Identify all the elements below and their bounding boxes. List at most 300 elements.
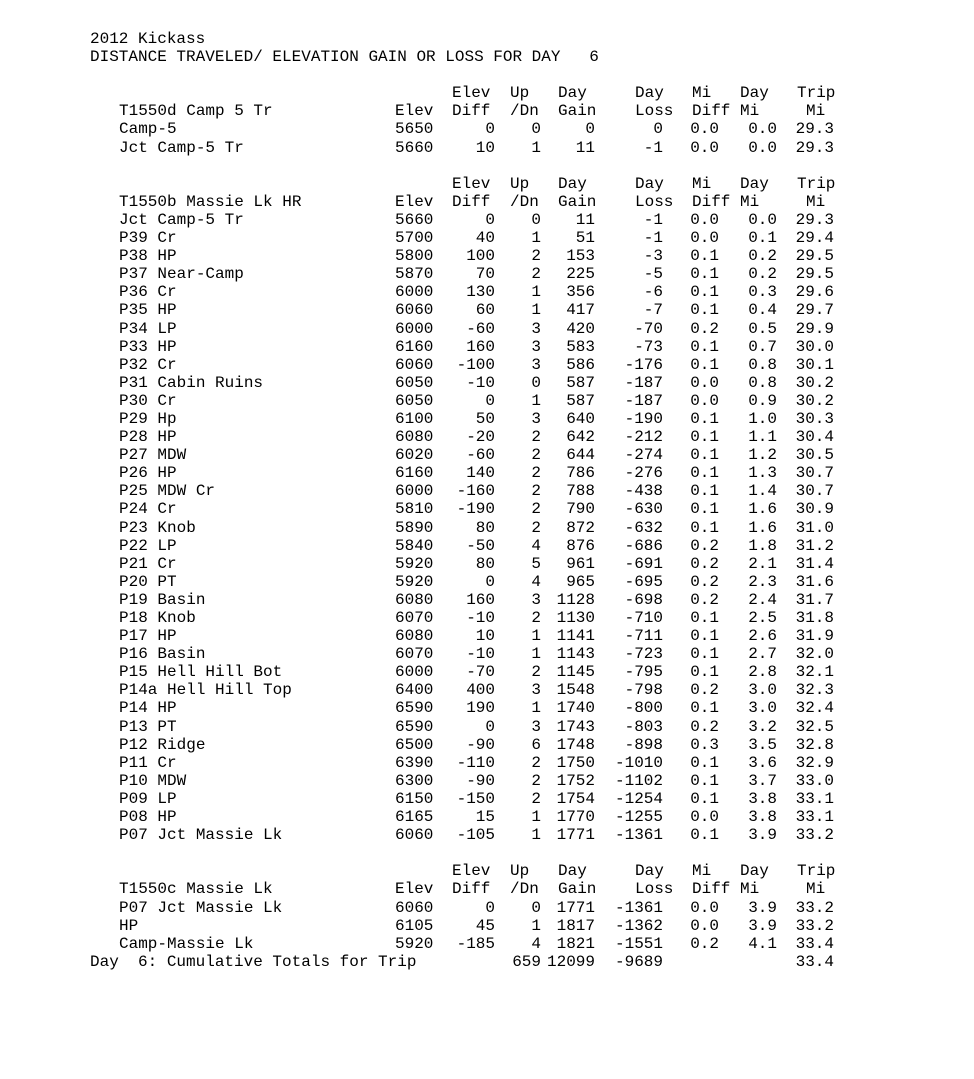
cell-name: P29 Hp xyxy=(119,409,177,428)
table-row xyxy=(90,410,950,428)
cell-trip-mi: 29.3 xyxy=(795,138,834,157)
cell-mi-diff: 0.1 xyxy=(690,409,719,428)
table-row xyxy=(90,301,950,319)
cell-day-gain: 644 xyxy=(566,446,595,465)
cell-day-mi: 0.7 xyxy=(748,337,777,356)
header-bottom-day-loss: Loss xyxy=(635,102,674,121)
cell-elev: 5810 xyxy=(395,500,434,519)
cell-mi-diff: 0.1 xyxy=(690,826,719,845)
totals-trip-mi: 33.4 xyxy=(795,952,834,971)
table-row xyxy=(90,699,950,717)
cell-day-gain: 1750 xyxy=(556,753,595,772)
cell-elev-diff: 0 xyxy=(485,210,495,229)
cell-up-dn: 1 xyxy=(531,301,541,320)
cell-day-gain: 1771 xyxy=(556,898,595,917)
cell-name: P31 Cabin Ruins xyxy=(119,373,264,392)
cell-up-dn: 0 xyxy=(531,210,541,229)
cell-name: P25 MDW Cr xyxy=(119,482,216,501)
cell-name: P28 HP xyxy=(119,428,177,447)
header-top-trip-mi: Trip xyxy=(797,174,836,193)
cell-mi-diff: 0.2 xyxy=(690,572,719,591)
table-row xyxy=(90,591,950,609)
cell-trip-mi: 31.2 xyxy=(795,536,834,555)
cell-day-loss: 0 xyxy=(653,120,663,139)
cell-mi-diff: 0.0 xyxy=(690,916,719,935)
table-row xyxy=(90,736,950,754)
cell-mi-diff: 0.1 xyxy=(690,663,719,682)
cell-day-gain: 876 xyxy=(566,536,595,555)
cell-elev: 5920 xyxy=(395,554,434,573)
cell-up-dn: 1 xyxy=(531,391,541,410)
cell-day-loss: -803 xyxy=(624,717,663,736)
cell-elev-diff: 160 xyxy=(466,590,495,609)
cell-mi-diff: 0.1 xyxy=(690,355,719,374)
cell-trip-mi: 32.0 xyxy=(795,645,834,664)
cell-elev-diff: 10 xyxy=(475,627,495,646)
cell-elev-diff: 0 xyxy=(485,391,495,410)
cell-day-gain: 786 xyxy=(566,464,595,483)
cell-day-mi: 4.1 xyxy=(748,934,777,953)
cell-day-mi: 0.0 xyxy=(748,210,777,229)
cell-day-mi: 1.8 xyxy=(748,536,777,555)
cell-day-gain: 1740 xyxy=(556,699,595,718)
cell-mi-diff: 0.1 xyxy=(690,699,719,718)
cell-elev: 6150 xyxy=(395,789,434,808)
cell-trip-mi: 31.0 xyxy=(795,518,834,537)
cell-day-gain: 417 xyxy=(566,301,595,320)
table-row xyxy=(90,320,950,338)
cell-elev: 6020 xyxy=(395,446,434,465)
cell-day-loss: -176 xyxy=(624,355,663,374)
cell-up-dn: 2 xyxy=(531,663,541,682)
cell-name: P07 Jct Massie Lk xyxy=(119,898,283,917)
cell-elev: 5650 xyxy=(395,120,434,139)
cell-day-gain: 1770 xyxy=(556,808,595,827)
header-bottom-mi-diff: Diff xyxy=(692,880,731,899)
cell-name: P37 Near-Camp xyxy=(119,265,244,284)
cell-trip-mi: 29.5 xyxy=(795,265,834,284)
cell-elev: 5700 xyxy=(395,229,434,248)
cell-day-loss: -686 xyxy=(624,536,663,555)
cell-up-dn: 4 xyxy=(531,536,541,555)
cell-elev-diff: -110 xyxy=(456,753,495,772)
header-top-elev: Elev xyxy=(452,862,491,881)
cell-day-gain: 1754 xyxy=(556,789,595,808)
cell-elev: 6060 xyxy=(395,826,434,845)
cell-elev-diff: -10 xyxy=(466,373,495,392)
cell-mi-diff: 0.1 xyxy=(690,500,719,519)
cell-day-mi: 1.6 xyxy=(748,500,777,519)
cell-up-dn: 1 xyxy=(531,826,541,845)
cell-up-dn: 6 xyxy=(531,735,541,754)
cell-elev: 5660 xyxy=(395,210,434,229)
cell-trip-mi: 33.2 xyxy=(795,916,834,935)
cell-elev: 6500 xyxy=(395,735,434,754)
cell-elev: 6060 xyxy=(395,301,434,320)
cell-day-loss: -438 xyxy=(624,482,663,501)
header-bottom-elev: Diff xyxy=(452,880,491,899)
cell-name: P30 Cr xyxy=(119,391,177,410)
table-row xyxy=(90,663,950,681)
table-row xyxy=(90,826,950,844)
cell-day-gain: 586 xyxy=(566,355,595,374)
cell-day-loss: -1361 xyxy=(614,826,663,845)
cell-mi-diff: 0.1 xyxy=(690,645,719,664)
cell-trip-mi: 33.1 xyxy=(795,808,834,827)
cell-up-dn: 3 xyxy=(531,355,541,374)
cell-day-loss: -795 xyxy=(624,663,663,682)
cell-up-dn: 1 xyxy=(531,229,541,248)
cell-day-mi: 2.4 xyxy=(748,590,777,609)
cell-day-mi: 0.1 xyxy=(748,229,777,248)
cell-mi-diff: 0.1 xyxy=(690,247,719,266)
cell-elev-diff: -60 xyxy=(466,446,495,465)
cell-day-mi: 3.9 xyxy=(748,898,777,917)
cell-day-mi: 3.6 xyxy=(748,753,777,772)
cell-up-dn: 2 xyxy=(531,518,541,537)
cell-day-mi: 3.9 xyxy=(748,916,777,935)
cell-elev-diff: -50 xyxy=(466,536,495,555)
cell-up-dn: 1 xyxy=(531,645,541,664)
table-row xyxy=(90,555,950,573)
cell-trip-mi: 31.9 xyxy=(795,627,834,646)
header-top-trip-mi: Trip xyxy=(797,84,836,103)
cell-up-dn: 3 xyxy=(531,590,541,609)
table-row xyxy=(90,772,950,790)
header-bottom-updn: /Dn xyxy=(510,880,539,899)
cell-up-dn: 2 xyxy=(531,500,541,519)
cell-mi-diff: 0.1 xyxy=(690,337,719,356)
cell-elev: 6050 xyxy=(395,391,434,410)
table-row xyxy=(90,645,950,663)
cell-trip-mi: 32.5 xyxy=(795,717,834,736)
section-header-row-1 xyxy=(90,84,950,102)
header-top-mi-diff: Mi xyxy=(692,84,712,103)
cell-elev-diff: 80 xyxy=(475,554,495,573)
cell-trip-mi: 29.3 xyxy=(795,120,834,139)
cell-day-mi: 0.0 xyxy=(748,138,777,157)
header-bottom-mi-diff: Diff xyxy=(692,102,731,121)
cell-elev: 6000 xyxy=(395,283,434,302)
cell-mi-diff: 0.0 xyxy=(690,210,719,229)
cell-trip-mi: 33.4 xyxy=(795,934,834,953)
header-top-day-loss: Day xyxy=(635,84,664,103)
cell-day-mi: 3.9 xyxy=(748,826,777,845)
cell-mi-diff: 0.0 xyxy=(690,373,719,392)
cell-day-loss: -1 xyxy=(643,229,663,248)
cell-up-dn: 1 xyxy=(531,138,541,157)
cell-up-dn: 2 xyxy=(531,753,541,772)
header-elev: Elev xyxy=(395,192,434,211)
header-top-trip-mi: Trip xyxy=(797,862,836,881)
cell-trip-mi: 29.7 xyxy=(795,301,834,320)
cell-mi-diff: 0.0 xyxy=(690,229,719,248)
cell-elev-diff: 400 xyxy=(466,681,495,700)
cell-day-loss: -7 xyxy=(643,301,663,320)
header-bottom-day-loss: Loss xyxy=(635,880,674,899)
cell-trip-mi: 31.6 xyxy=(795,572,834,591)
cell-day-mi: 3.5 xyxy=(748,735,777,754)
cell-elev: 6160 xyxy=(395,464,434,483)
header-top-day-mi: Day xyxy=(740,84,769,103)
table-row xyxy=(90,120,950,138)
cell-up-dn: 0 xyxy=(531,120,541,139)
header-top-day-mi: Day xyxy=(740,862,769,881)
cell-day-gain: 356 xyxy=(566,283,595,302)
cell-elev: 6590 xyxy=(395,717,434,736)
table-row xyxy=(90,482,950,500)
cell-elev-diff: 50 xyxy=(475,409,495,428)
cell-up-dn: 0 xyxy=(531,373,541,392)
cell-day-gain: 420 xyxy=(566,319,595,338)
cell-day-loss: -1362 xyxy=(614,916,663,935)
cell-day-mi: 2.7 xyxy=(748,645,777,664)
cell-up-dn: 4 xyxy=(531,572,541,591)
cell-trip-mi: 33.0 xyxy=(795,771,834,790)
cell-trip-mi: 30.5 xyxy=(795,446,834,465)
cell-day-mi: 1.6 xyxy=(748,518,777,537)
cell-trip-mi: 32.1 xyxy=(795,663,834,682)
header-top-elev: Elev xyxy=(452,174,491,193)
cell-day-mi: 1.3 xyxy=(748,464,777,483)
cell-elev-diff: 160 xyxy=(466,337,495,356)
report-subtitle: DISTANCE TRAVELED/ ELEVATION GAIN OR LOSS FOR DAY 6 xyxy=(90,48,599,67)
cell-day-gain: 587 xyxy=(566,391,595,410)
cell-name: Jct Camp-5 Tr xyxy=(119,138,244,157)
table-row xyxy=(90,537,950,555)
cell-day-loss: -1102 xyxy=(614,771,663,790)
table-row xyxy=(90,211,950,229)
header-top-mi-diff: Mi xyxy=(692,862,712,881)
cell-day-loss: -274 xyxy=(624,446,663,465)
cell-mi-diff: 0.0 xyxy=(690,808,719,827)
cell-mi-diff: 0.1 xyxy=(690,464,719,483)
cell-elev-diff: 10 xyxy=(475,138,495,157)
table-row xyxy=(90,392,950,410)
table-row xyxy=(90,229,950,247)
cell-name: P07 Jct Massie Lk xyxy=(119,826,283,845)
cell-day-mi: 2.5 xyxy=(748,609,777,627)
cell-day-mi: 2.3 xyxy=(748,572,777,591)
cell-elev: 6060 xyxy=(395,898,434,917)
cell-name: Jct Camp-5 Tr xyxy=(119,210,244,229)
header-elev: Elev xyxy=(395,880,434,899)
cell-up-dn: 3 xyxy=(531,717,541,736)
cell-day-loss: -276 xyxy=(624,464,663,483)
cell-day-loss: -695 xyxy=(624,572,663,591)
cell-trip-mi: 30.9 xyxy=(795,500,834,519)
cell-trip-mi: 31.8 xyxy=(795,609,834,627)
section-name: T1550b Massie Lk HR xyxy=(119,192,302,211)
cell-mi-diff: 0.2 xyxy=(690,319,719,338)
header-top-updn: Up xyxy=(510,174,530,193)
cell-day-gain: 961 xyxy=(566,554,595,573)
cell-day-mi: 0.8 xyxy=(748,355,777,374)
cell-day-gain: 11 xyxy=(575,138,595,157)
cell-up-dn: 1 xyxy=(531,808,541,827)
cell-day-loss: -898 xyxy=(624,735,663,754)
cell-elev: 5870 xyxy=(395,265,434,284)
cell-elev: 6000 xyxy=(395,663,434,682)
cell-up-dn: 1 xyxy=(531,699,541,718)
cell-trip-mi: 31.4 xyxy=(795,554,834,573)
totals-updn: 659 xyxy=(512,952,541,971)
cell-day-gain: 1141 xyxy=(556,627,595,646)
cell-mi-diff: 0.0 xyxy=(690,391,719,410)
header-bottom-day-mi: Mi xyxy=(740,880,760,899)
cell-name: P16 Basin xyxy=(119,645,206,664)
cell-trip-mi: 32.4 xyxy=(795,699,834,718)
cell-name: P17 HP xyxy=(119,627,177,646)
cell-up-dn: 0 xyxy=(531,898,541,917)
cell-day-mi: 3.0 xyxy=(748,681,777,700)
cell-day-gain: 11 xyxy=(575,210,595,229)
cell-mi-diff: 0.0 xyxy=(690,138,719,157)
report-title: 2012 Kickass xyxy=(90,30,206,48)
cell-elev: 6050 xyxy=(395,373,434,392)
cell-trip-mi: 32.9 xyxy=(795,753,834,772)
cell-elev-diff: 140 xyxy=(466,464,495,483)
cell-up-dn: 2 xyxy=(531,247,541,266)
cell-day-mi: 0.4 xyxy=(748,301,777,320)
cell-trip-mi: 32.3 xyxy=(795,681,834,700)
cell-trip-mi: 30.3 xyxy=(795,409,834,428)
cell-day-gain: 1130 xyxy=(556,609,595,627)
cell-elev-diff: -100 xyxy=(456,355,495,374)
cell-name: P23 Knob xyxy=(119,518,196,537)
cell-day-gain: 51 xyxy=(575,229,595,248)
table-row xyxy=(90,718,950,736)
cell-mi-diff: 0.1 xyxy=(690,789,719,808)
cell-elev: 5800 xyxy=(395,247,434,266)
cell-day-gain: 640 xyxy=(566,409,595,428)
cell-name: P10 MDW xyxy=(119,771,187,790)
section-header-row-2 xyxy=(90,880,950,898)
cell-trip-mi: 33.1 xyxy=(795,789,834,808)
header-bottom-day-gain: Gain xyxy=(558,880,597,899)
cell-mi-diff: 0.1 xyxy=(690,627,719,646)
cell-mi-diff: 0.2 xyxy=(690,934,719,953)
cell-name: P13 PT xyxy=(119,717,177,736)
cell-name: P21 Cr xyxy=(119,554,177,573)
cell-name: Camp-5 xyxy=(119,120,177,139)
cell-day-loss: -1255 xyxy=(614,808,663,827)
cell-day-loss: -187 xyxy=(624,391,663,410)
cell-day-gain: 583 xyxy=(566,337,595,356)
cell-mi-diff: 0.1 xyxy=(690,609,719,627)
cell-day-gain: 1143 xyxy=(556,645,595,664)
table-row xyxy=(90,519,950,537)
cell-day-mi: 1.0 xyxy=(748,409,777,428)
cell-elev: 6590 xyxy=(395,699,434,718)
cell-trip-mi: 33.2 xyxy=(795,826,834,845)
cell-day-mi: 0.2 xyxy=(748,247,777,266)
cell-elev: 6100 xyxy=(395,409,434,428)
cell-day-loss: -3 xyxy=(643,247,663,266)
cell-mi-diff: 0.3 xyxy=(690,735,719,754)
cell-name: P38 HP xyxy=(119,247,177,266)
cell-day-mi: 3.8 xyxy=(748,789,777,808)
cell-day-loss: -691 xyxy=(624,554,663,573)
cell-day-mi: 0.0 xyxy=(748,120,777,139)
cell-mi-diff: 0.1 xyxy=(690,771,719,790)
cell-mi-diff: 0.1 xyxy=(690,283,719,302)
totals-label: Day 6: Cumulative Totals for Trip xyxy=(90,952,417,971)
cell-elev-diff: -10 xyxy=(466,645,495,664)
cell-day-loss: -190 xyxy=(624,409,663,428)
cell-mi-diff: 0.0 xyxy=(690,898,719,917)
totals-gain: 12099 xyxy=(546,952,595,971)
cell-trip-mi: 31.7 xyxy=(795,590,834,609)
cell-day-loss: -6 xyxy=(643,283,663,302)
section-header-row-1 xyxy=(90,862,950,880)
cell-elev-diff: 0 xyxy=(485,898,495,917)
table-row xyxy=(90,899,950,917)
cell-up-dn: 5 xyxy=(531,554,541,573)
cell-day-gain: 1821 xyxy=(556,934,595,953)
cell-elev: 6060 xyxy=(395,355,434,374)
cell-elev-diff: -20 xyxy=(466,428,495,447)
cell-name: P14a Hell Hill Top xyxy=(119,681,292,700)
cell-up-dn: 1 xyxy=(531,627,541,646)
table-row xyxy=(90,917,950,935)
cell-day-gain: 1748 xyxy=(556,735,595,754)
header-top-day-gain: Day xyxy=(558,84,587,103)
cell-up-dn: 2 xyxy=(531,482,541,501)
cell-name: P14 HP xyxy=(119,699,177,718)
header-bottom-trip-mi: Mi xyxy=(806,880,826,899)
cell-name: P33 HP xyxy=(119,337,177,356)
cell-elev: 6390 xyxy=(395,753,434,772)
cell-day-mi: 3.7 xyxy=(748,771,777,790)
cell-name: P27 MDW xyxy=(119,446,187,465)
section-name: T1550c Massie Lk xyxy=(119,880,273,899)
header-bottom-mi-diff: Diff xyxy=(692,192,731,211)
cell-elev: 6080 xyxy=(395,627,434,646)
cell-elev-diff: -70 xyxy=(466,663,495,682)
header-top-elev: Elev xyxy=(452,84,491,103)
cell-elev-diff: -150 xyxy=(456,789,495,808)
cell-name: P26 HP xyxy=(119,464,177,483)
cell-name: P36 Cr xyxy=(119,283,177,302)
cell-day-loss: -1361 xyxy=(614,898,663,917)
header-top-updn: Up xyxy=(510,84,530,103)
header-bottom-day-loss: Loss xyxy=(635,192,674,211)
cell-mi-diff: 0.2 xyxy=(690,554,719,573)
cell-mi-diff: 0.1 xyxy=(690,518,719,537)
header-top-day-mi: Day xyxy=(740,174,769,193)
cell-day-gain: 1128 xyxy=(556,590,595,609)
cell-elev-diff: -160 xyxy=(456,482,495,501)
cell-day-loss: -1551 xyxy=(614,934,663,953)
table-row xyxy=(90,790,950,808)
cell-day-mi: 2.1 xyxy=(748,554,777,573)
cell-trip-mi: 30.2 xyxy=(795,391,834,410)
cell-name: P18 Knob xyxy=(119,609,196,627)
cell-mi-diff: 0.1 xyxy=(690,753,719,772)
cell-day-mi: 3.8 xyxy=(748,808,777,827)
cell-trip-mi: 30.4 xyxy=(795,428,834,447)
cell-day-gain: 790 xyxy=(566,500,595,519)
cell-day-mi: 2.6 xyxy=(748,627,777,646)
header-bottom-elev: Diff xyxy=(452,102,491,121)
cell-elev: 5920 xyxy=(395,572,434,591)
cell-day-mi: 0.9 xyxy=(748,391,777,410)
cell-mi-diff: 0.1 xyxy=(690,482,719,501)
cell-elev: 6400 xyxy=(395,681,434,700)
table-row xyxy=(90,356,950,374)
cell-name: P15 Hell Hill Bot xyxy=(119,663,283,682)
